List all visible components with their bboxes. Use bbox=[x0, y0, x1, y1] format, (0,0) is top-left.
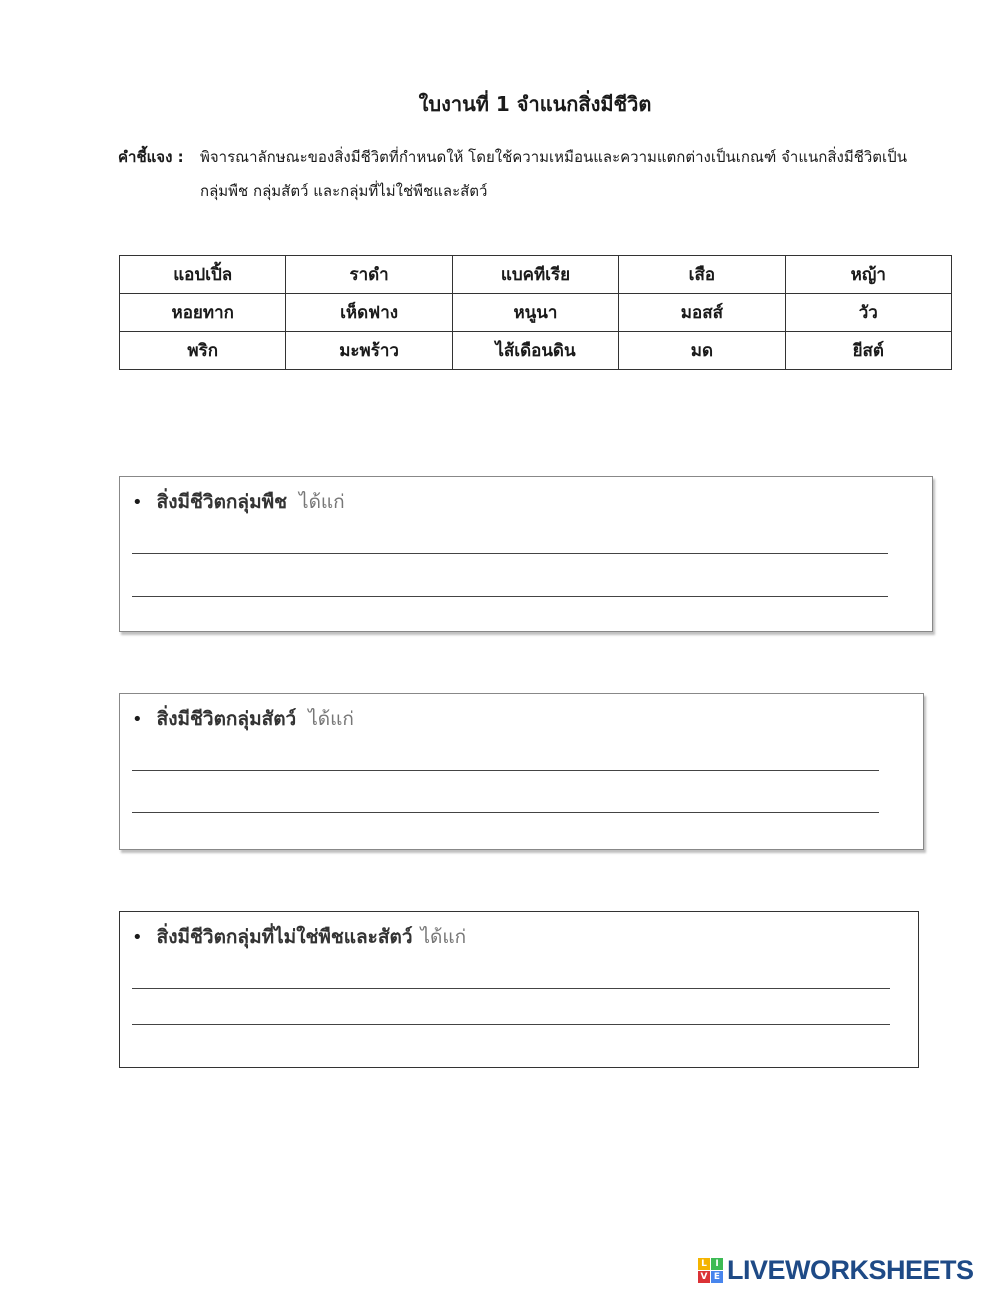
animal-group-box bbox=[119, 693, 924, 850]
logo-letter: V bbox=[698, 1271, 710, 1283]
instructions-label: คำชี้แจง : bbox=[118, 148, 184, 166]
plant-group-box bbox=[119, 476, 933, 632]
plant-group-heading bbox=[132, 487, 345, 517]
table-cell: หญ้า bbox=[785, 256, 951, 294]
instructions-line-1: พิจารณาลักษณะของสิ่งมีชีวิตที่กำหนดให้ โดยใช้ความเหมือนและความแตกต่างเป็นเกณฑ์ จำแนกสิ่งมีชีวิตเป็น bbox=[200, 148, 907, 166]
bullet-icon: • bbox=[132, 492, 143, 513]
table-cell: หอยทาก bbox=[120, 294, 286, 332]
brand-name: LIVEWORKSHEETS bbox=[727, 1254, 974, 1285]
plant-group-title: สิ่งมีชีวิตกลุ่มพืช bbox=[156, 491, 288, 513]
table-cell: ยีสต์ bbox=[785, 332, 951, 370]
plant-answer-line-1[interactable] bbox=[132, 553, 888, 554]
other-group-title: สิ่งมีชีวิตกลุ่มที่ไม่ใช่พืชและสัตว์ bbox=[156, 926, 413, 948]
liveworksheets-logo bbox=[698, 1255, 974, 1285]
other-group-heading bbox=[132, 922, 466, 952]
organisms-table bbox=[119, 255, 952, 370]
table-cell: แบคทีเรีย bbox=[452, 256, 618, 294]
table-cell: มด bbox=[619, 332, 785, 370]
logo-letter: L bbox=[698, 1258, 710, 1270]
table-cell: หนูนา bbox=[452, 294, 618, 332]
page-title: ใบงานที่ 1 จำแนกสิ่งมีชีวิต bbox=[418, 92, 652, 116]
animal-answer-line-2[interactable] bbox=[132, 812, 879, 813]
table-cell: เห็ดฟาง bbox=[286, 294, 452, 332]
other-group-suffix: ได้แก่ bbox=[420, 926, 467, 948]
table-cell: เสือ bbox=[619, 256, 785, 294]
table-row bbox=[120, 294, 952, 332]
table-cell: มะพร้าว bbox=[286, 332, 452, 370]
table-cell: ราดำ bbox=[286, 256, 452, 294]
table-cell: แอปเปิ้ล bbox=[120, 256, 286, 294]
plant-group-suffix: ได้แก่ bbox=[299, 491, 345, 513]
table-cell: พริก bbox=[120, 332, 286, 370]
other-group-box bbox=[119, 911, 919, 1068]
instructions-line-2: กลุ่มพืช กลุ่มสัตว์ และกลุ่มที่ไม่ใช่พืชและสัตว์ bbox=[200, 182, 488, 200]
animal-group-title: สิ่งมีชีวิตกลุ่มสัตว์ bbox=[156, 708, 297, 730]
logo-letter: E bbox=[711, 1271, 723, 1283]
other-answer-line-2[interactable] bbox=[132, 1024, 890, 1025]
table-cell: วัว bbox=[785, 294, 951, 332]
animal-group-suffix: ได้แก่ bbox=[308, 708, 354, 730]
logo-letter: I bbox=[711, 1258, 723, 1270]
table-row bbox=[120, 256, 952, 294]
table-row bbox=[120, 332, 952, 370]
liveworksheets-logo-icon bbox=[698, 1258, 723, 1283]
other-answer-line-1[interactable] bbox=[132, 988, 890, 989]
bullet-icon: • bbox=[132, 709, 143, 730]
table-cell: มอสส์ bbox=[619, 294, 785, 332]
animal-group-heading bbox=[132, 704, 354, 734]
animal-answer-line-1[interactable] bbox=[132, 770, 879, 771]
bullet-icon: • bbox=[132, 927, 143, 948]
plant-answer-line-2[interactable] bbox=[132, 596, 888, 597]
table-cell: ไส้เดือนดิน bbox=[452, 332, 618, 370]
